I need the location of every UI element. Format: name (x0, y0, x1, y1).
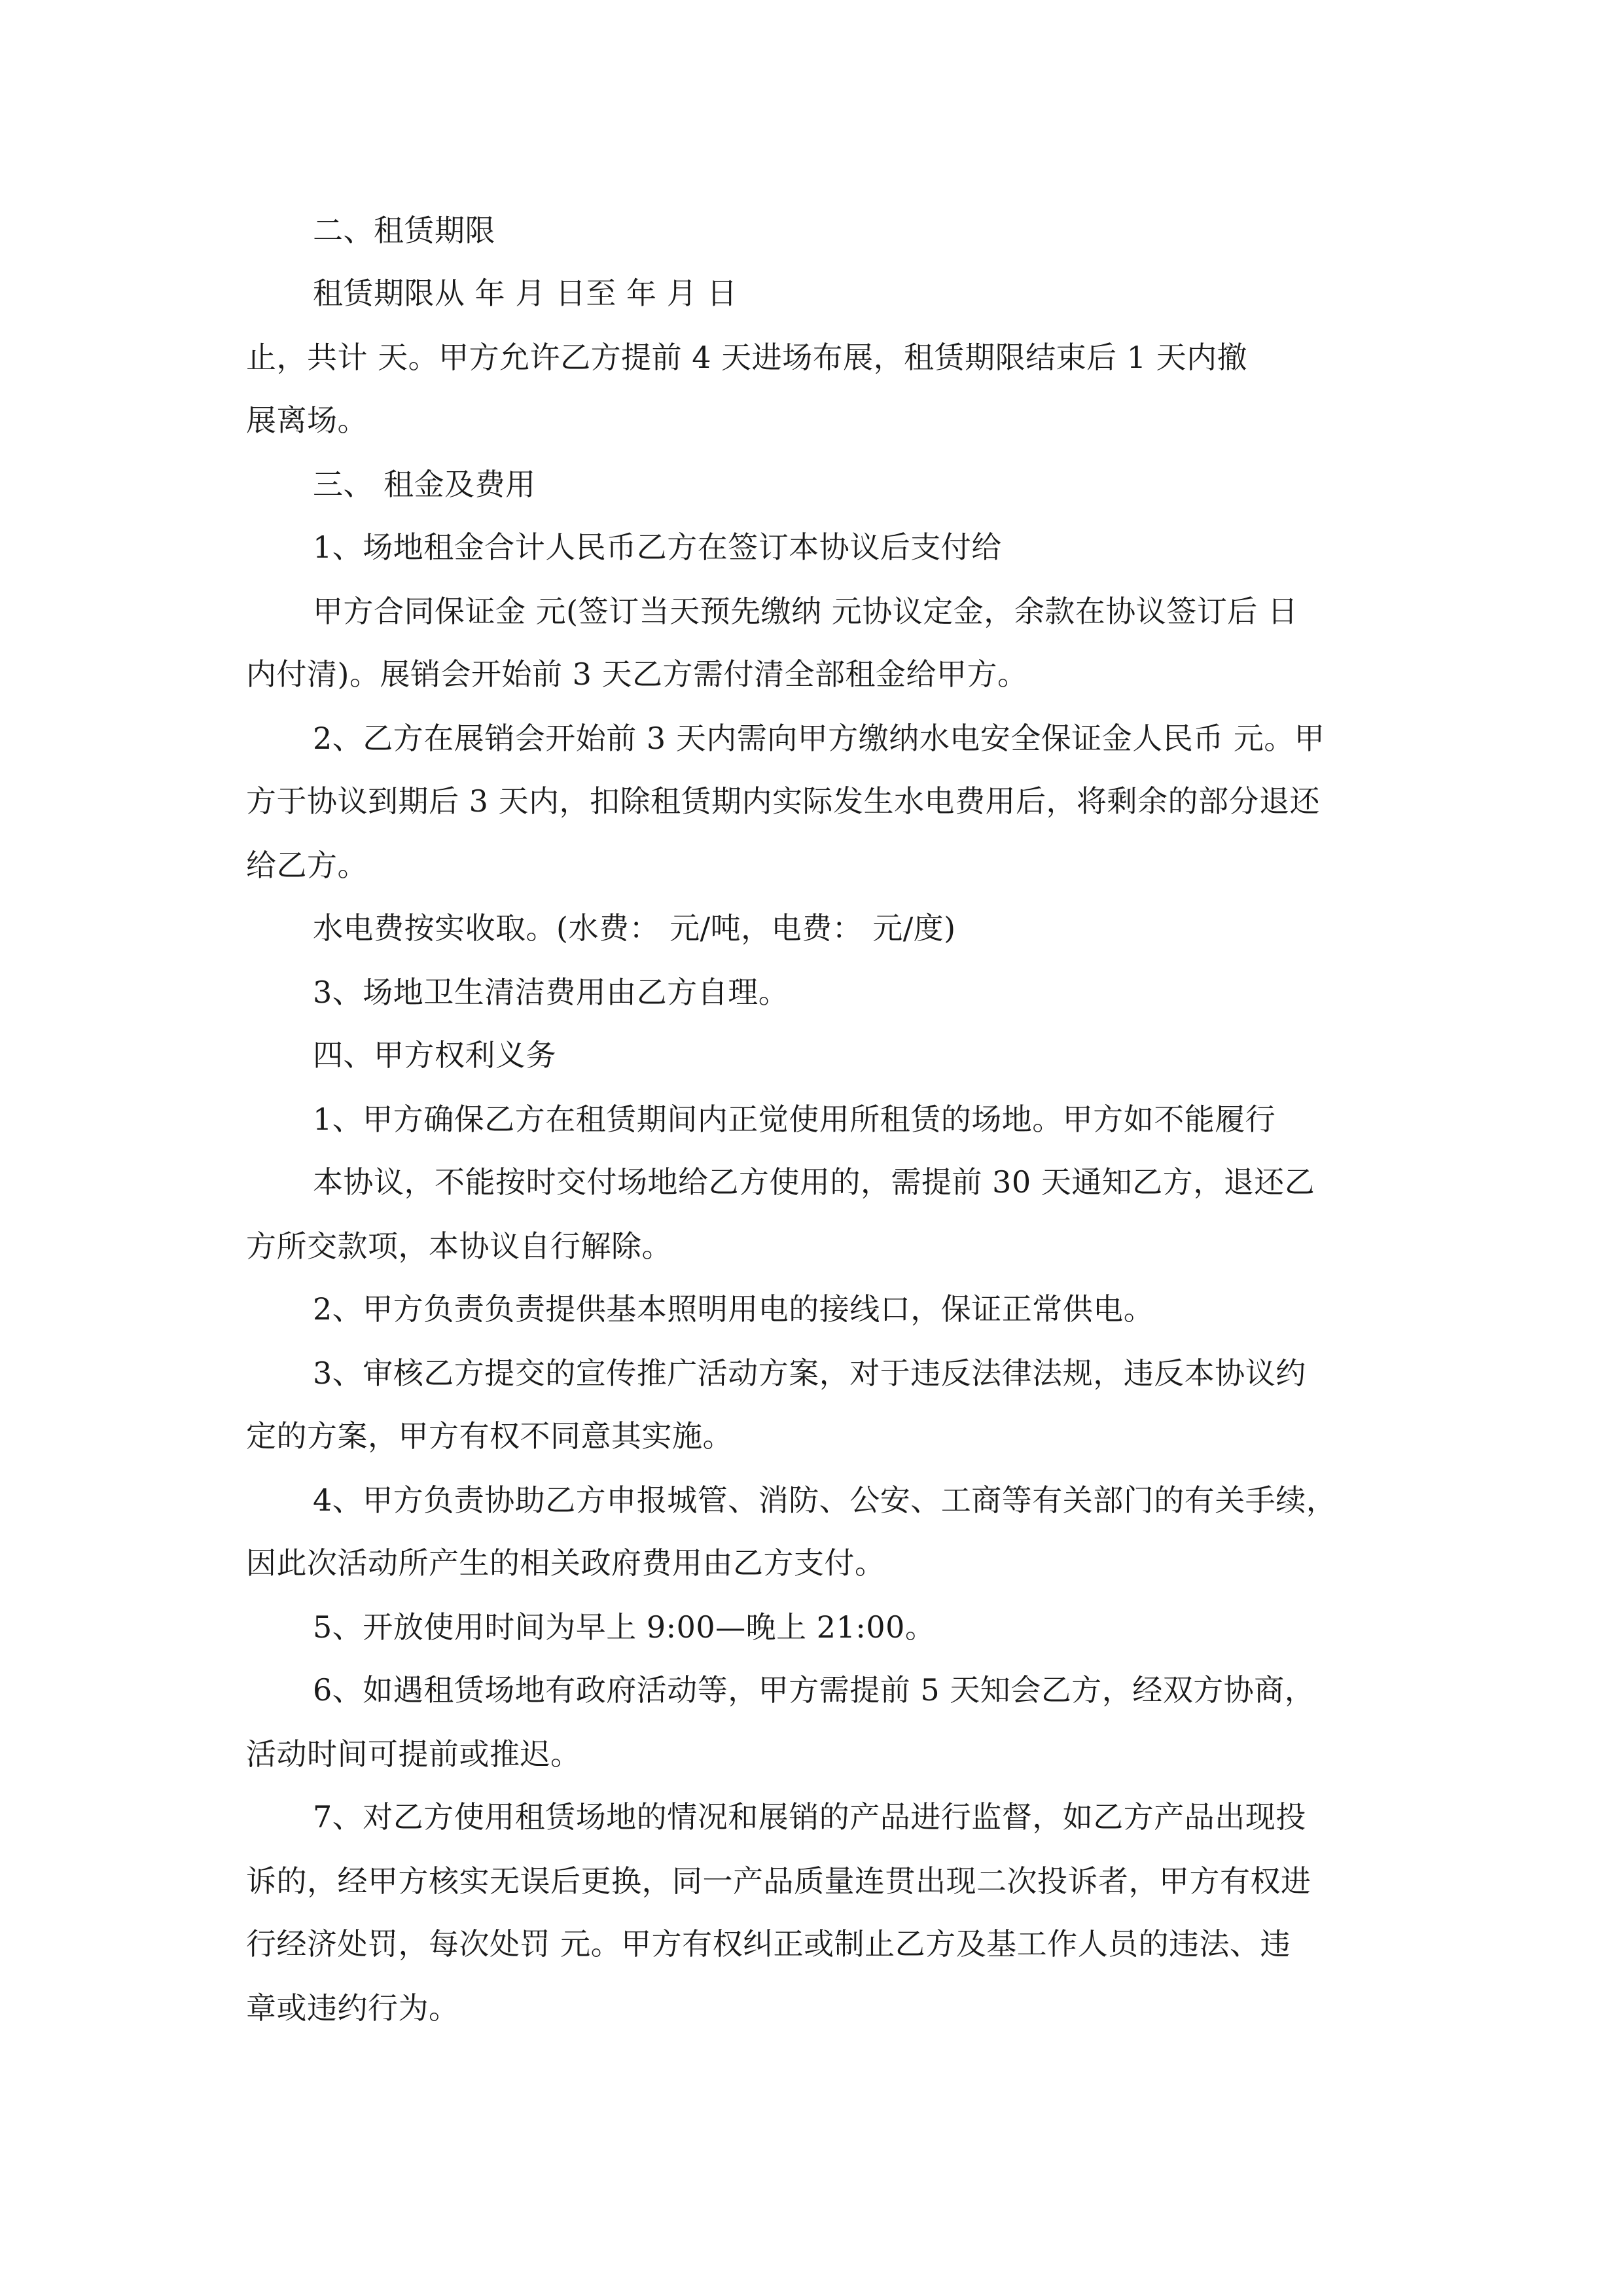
paragraph-line: 6、如遇租赁场地有政府活动等，甲方需提前 5 天知会乙方，经双方协商， (313, 1672, 1315, 1708)
paragraph-line: 5、开放使用时间为早上 9:00—晚上 21:00。 (313, 1609, 936, 1645)
paragraph-line: 3、审核乙方提交的宣传推广活动方案，对于违反法律法规，违反本协议约 (313, 1355, 1306, 1391)
paragraph-line: 内付清)。展销会开始前 3 天乙方需付清全部租金给甲方。 (246, 656, 1028, 692)
paragraph-line: 方于协议到期后 3 天内，扣除租赁期内实际发生水电费用后，将剩余的部分退还 (246, 783, 1321, 819)
paragraph-line: 诉的，经甲方核实无误后更换，同一产品质量连贯出现二次投诉者，甲方有权进 (246, 1863, 1311, 1899)
paragraph-line: 3、场地卫生清洁费用由乙方自理。 (313, 975, 789, 1010)
paragraph-line: 展离场。 (246, 403, 368, 438)
paragraph-line: 租赁期限从 年 月 日至 年 月 日 (313, 276, 738, 311)
paragraph-line: 2、乙方在展销会开始前 3 天内需向甲方缴纳水电安全保证金人民币 元。甲 (313, 721, 1325, 756)
paragraph-line: 因此次活动所产生的相关政府费用由乙方支付。 (246, 1545, 885, 1581)
section-heading-lease-term: 二、租赁期限 (313, 213, 495, 248)
paragraph-line: 7、对乙方使用租赁场地的情况和展销的产品进行监督，如乙方产品出现投 (313, 1799, 1306, 1835)
paragraph-line: 止，共计 天。甲方允许乙方提前 4 天进场布展，租赁期限结束后 1 天内撤 (246, 340, 1248, 375)
paragraph-line: 方所交款项，本协议自行解除。 (246, 1229, 672, 1264)
paragraph-line: 1、甲方确保乙方在租赁期间内正觉使用所租赁的场地。甲方如不能履行 (313, 1102, 1276, 1137)
paragraph-line: 2、甲方负责负责提供基本照明用电的接线口，保证正常供电。 (313, 1291, 1154, 1327)
paragraph-line: 本协议，不能按时交付场地给乙方使用的，需提前 30 天通知乙方，退还乙 (313, 1164, 1315, 1200)
paragraph-line: 给乙方。 (246, 848, 368, 883)
paragraph-line: 4、甲方负责协助乙方申报城管、消防、公安、工商等有关部门的有关手续， (313, 1482, 1337, 1518)
paragraph-line: 水电费按实收取。(水费： 元/吨，电费： 元/度) (313, 910, 956, 946)
paragraph-line: 1、场地租金合计人民币乙方在签订本协议后支付给 (313, 529, 1002, 565)
section-heading-rent-fees: 三、 租金及费用 (313, 467, 536, 502)
paragraph-line: 活动时间可提前或推迟。 (246, 1736, 581, 1772)
paragraph-line: 章或违约行为。 (246, 1990, 459, 2026)
section-heading-party-a-rights: 四、甲方权利义务 (313, 1037, 556, 1073)
paragraph-line: 定的方案，甲方有权不同意其实施。 (246, 1418, 733, 1454)
paragraph-line: 行经济处罚，每次处罚 元。甲方有权纠正或制止乙方及基工作人员的违法、违 (246, 1926, 1291, 1962)
paragraph-line: 甲方合同保证金 元(签订当天预先缴纳 元协议定金，余款在协议签订后 日 (313, 594, 1298, 629)
